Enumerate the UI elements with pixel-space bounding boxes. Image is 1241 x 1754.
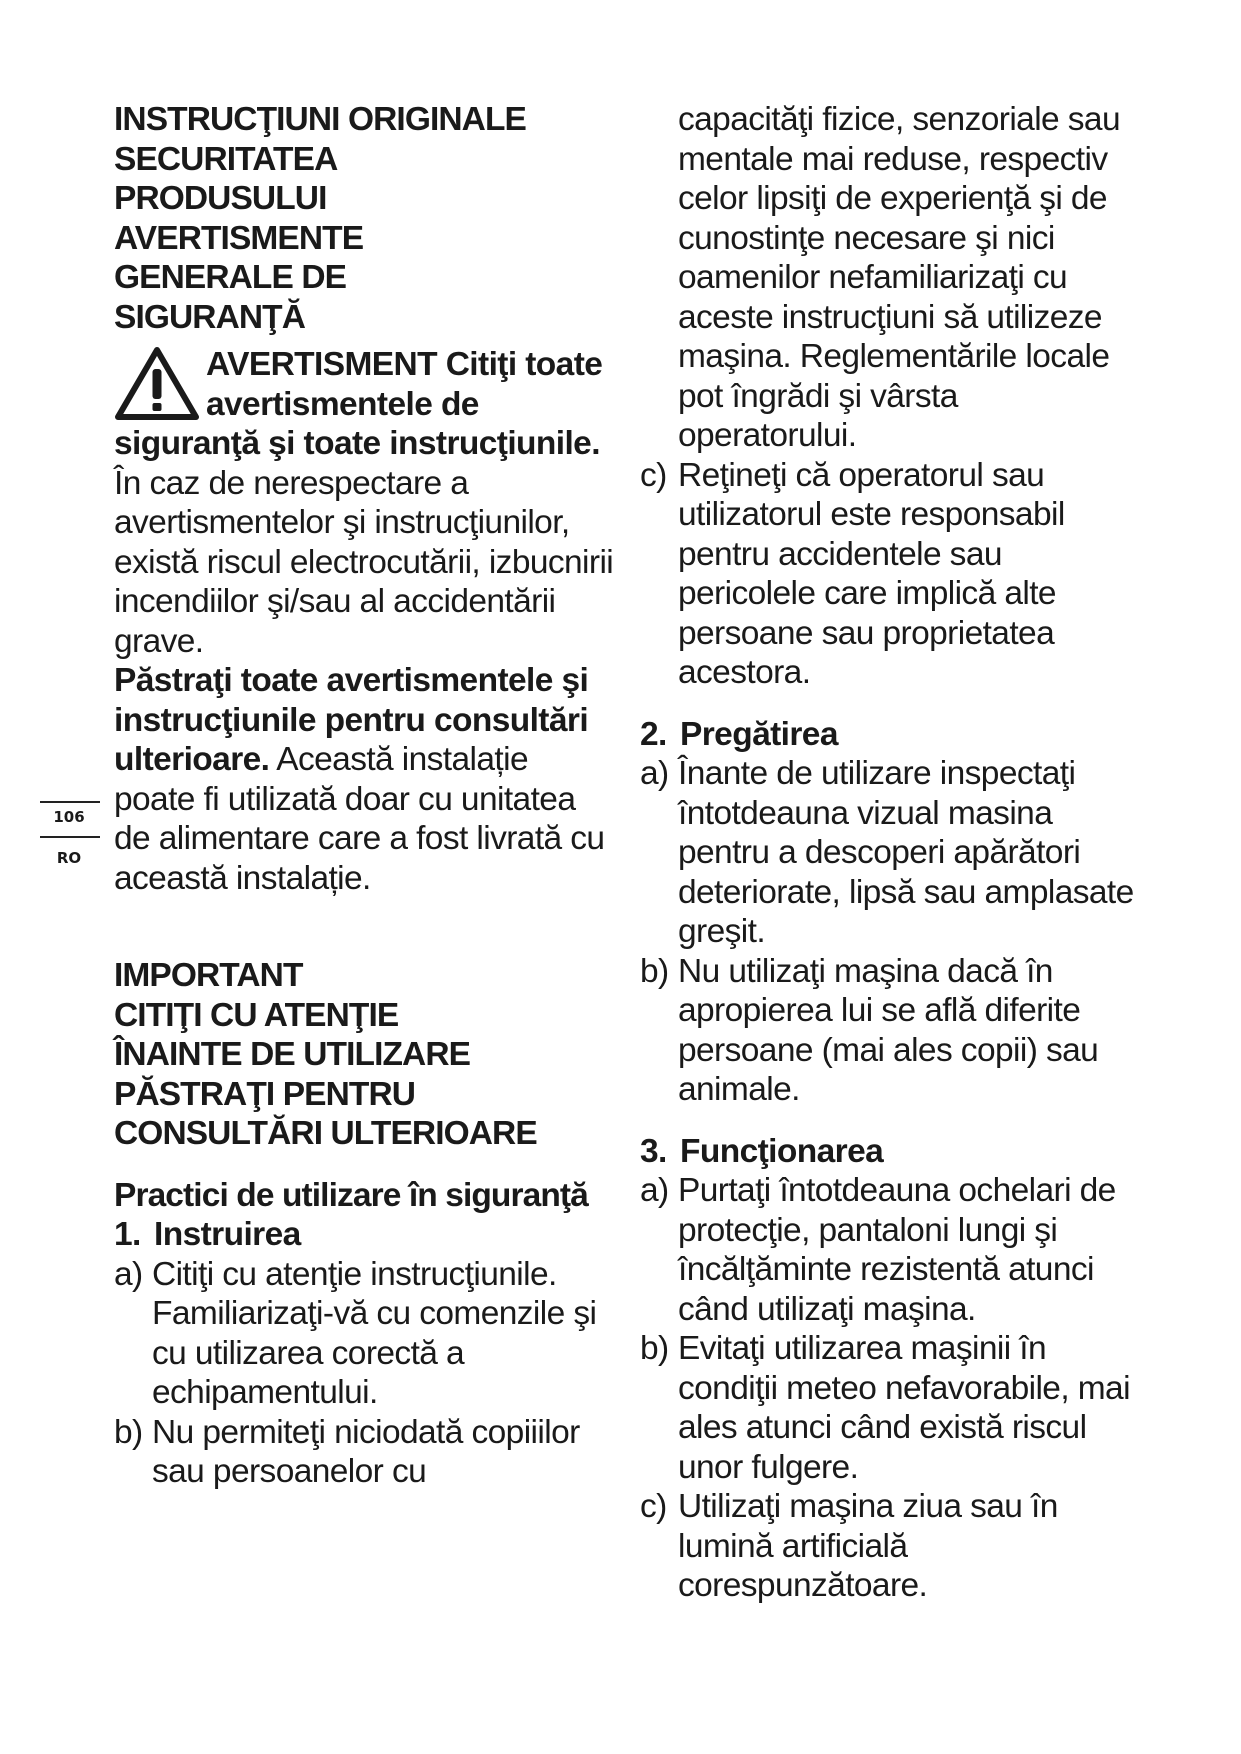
section-2-heading: [640, 715, 1140, 755]
list-item: [114, 1255, 614, 1413]
right-column: [640, 100, 1140, 1606]
item-text: Nu utilizaţi maşina dacă în apropierea lui se află diferite persoane (mai ales copii) sau animale.: [678, 952, 1099, 1108]
safe-practice-heading: Practici de utilizare în siguranţă: [114, 1176, 588, 1214]
keep-body-text: Această instalație poate fi utilizată doar cu unitatea de alimentare care a fost livrată cu această instalație.: [114, 741, 605, 897]
list-item: [640, 456, 1140, 693]
section-1-number: 1.: [114, 1216, 141, 1253]
warning-body-text: În caz de nerespectare a avertismentelor şi instrucţiunilor, există riscul electrocutării, izbucnirii incendiilor şi/sau al accidentării grave.: [114, 464, 614, 660]
list-item: [640, 754, 1140, 952]
title-line: GENERALE DE: [114, 259, 347, 296]
warning-paragraph: [114, 345, 614, 661]
item-label: c): [640, 456, 667, 494]
item-label: a): [114, 1255, 143, 1293]
section-3-heading: [640, 1132, 1140, 1172]
page-marker-line-bottom: [40, 836, 100, 838]
page-marker-line-top: [40, 801, 100, 803]
title-line: AVERTISMENTE: [114, 219, 364, 257]
item-label: b): [640, 952, 669, 990]
item-label: a): [640, 1172, 669, 1209]
item-label: b): [640, 1330, 669, 1367]
item-text: Reţineţi că operatorul sau utilizatorul este responsabil pentru accidentele sau pericolele care implică alte persoane sau proprietatea acestora.: [678, 456, 1065, 691]
title-block: [114, 100, 614, 337]
list-item: [114, 1413, 614, 1492]
warning-bold-text: AVERTISMENT Citiţi toate avertismentele de siguranţă şi toate instrucţiunile.: [114, 346, 603, 462]
important-line: PĂSTRAŢI PENTRU: [114, 1075, 416, 1113]
item-label: c): [640, 1488, 667, 1525]
title-line: SECURITATEA: [114, 140, 338, 178]
important-line: CONSULTĂRI ULTERIOARE: [114, 1115, 537, 1152]
list-item: [640, 952, 1140, 1110]
item-text: Utilizaţi maşina ziua sau în lumină artificială corespunzătoare.: [678, 1488, 1058, 1604]
title-line: SIGURANŢĂ: [114, 298, 306, 336]
keep-bold-text: Păstraţi toate avertismentele şi instrucţiunile pentru consultări ulterioare.: [114, 662, 589, 778]
warning-triangle-icon: [114, 345, 200, 423]
item-label: a): [640, 755, 669, 792]
item-text: Purtaţi întotdeauna ochelari de protecţie, pantaloni lungi şi încălţăminte rezistentă atunci când utilizaţi maşina.: [678, 1172, 1116, 1328]
item-text: capacităţi fizice, senzoriale sau mentale mai reduse, respectiv celor lipsiţi de experienţă şi de cunostinţe necesare şi nici oamenilor nefamiliarizaţi cu aceste instrucţiuni să utilizeze maşina. Reglementările locale pot îngrădi şi vârsta operatorului.: [678, 101, 1120, 454]
important-line: CITIŢI CU ATENŢIE: [114, 996, 399, 1034]
list-item: [640, 1171, 1140, 1329]
title-line: PRODUSULUI: [114, 180, 327, 217]
section-2-number: 2.: [640, 715, 667, 753]
list-item-continuation: [640, 100, 1140, 456]
item-text: Nu permiteţi niciodată copiiilor sau persoanelor cu: [152, 1413, 580, 1490]
list-item: [640, 1329, 1140, 1487]
list-item: [640, 1487, 1140, 1606]
section-3-number: 3.: [640, 1132, 667, 1170]
item-text: Înante de utilizare inspectaţi întotdeauna vizual masina pentru a descoperi apărători deteriorate, lipsă sau amplasate greşit.: [678, 755, 1134, 950]
section-1-heading: [114, 1215, 614, 1255]
title-line: INSTRUCŢIUNI ORIGINALE: [114, 101, 526, 138]
section-3-title: Funcţionarea: [680, 1132, 884, 1170]
left-column: [114, 100, 614, 1492]
section-2-title: Pregătirea: [680, 715, 838, 753]
item-text: Evitaţi utilizarea maşinii în condiţii meteo nefavorabile, mai ales atunci când există riscul unor fulgere.: [678, 1330, 1130, 1486]
page-number: 106: [53, 808, 85, 826]
language-code: RO: [56, 849, 82, 867]
important-line: IMPORTANT: [114, 957, 303, 994]
item-label: b): [114, 1413, 143, 1451]
important-line: ÎNAINTE DE UTILIZARE: [114, 1036, 471, 1073]
keep-paragraph: [114, 661, 614, 898]
item-text: Citiţi cu atenţie instrucţiunile. Familiarizaţi-vă cu comenzile şi cu utilizarea corectă a echipamentului.: [152, 1255, 597, 1411]
section-1-title: Instruirea: [154, 1216, 301, 1253]
important-block: [114, 956, 614, 1154]
